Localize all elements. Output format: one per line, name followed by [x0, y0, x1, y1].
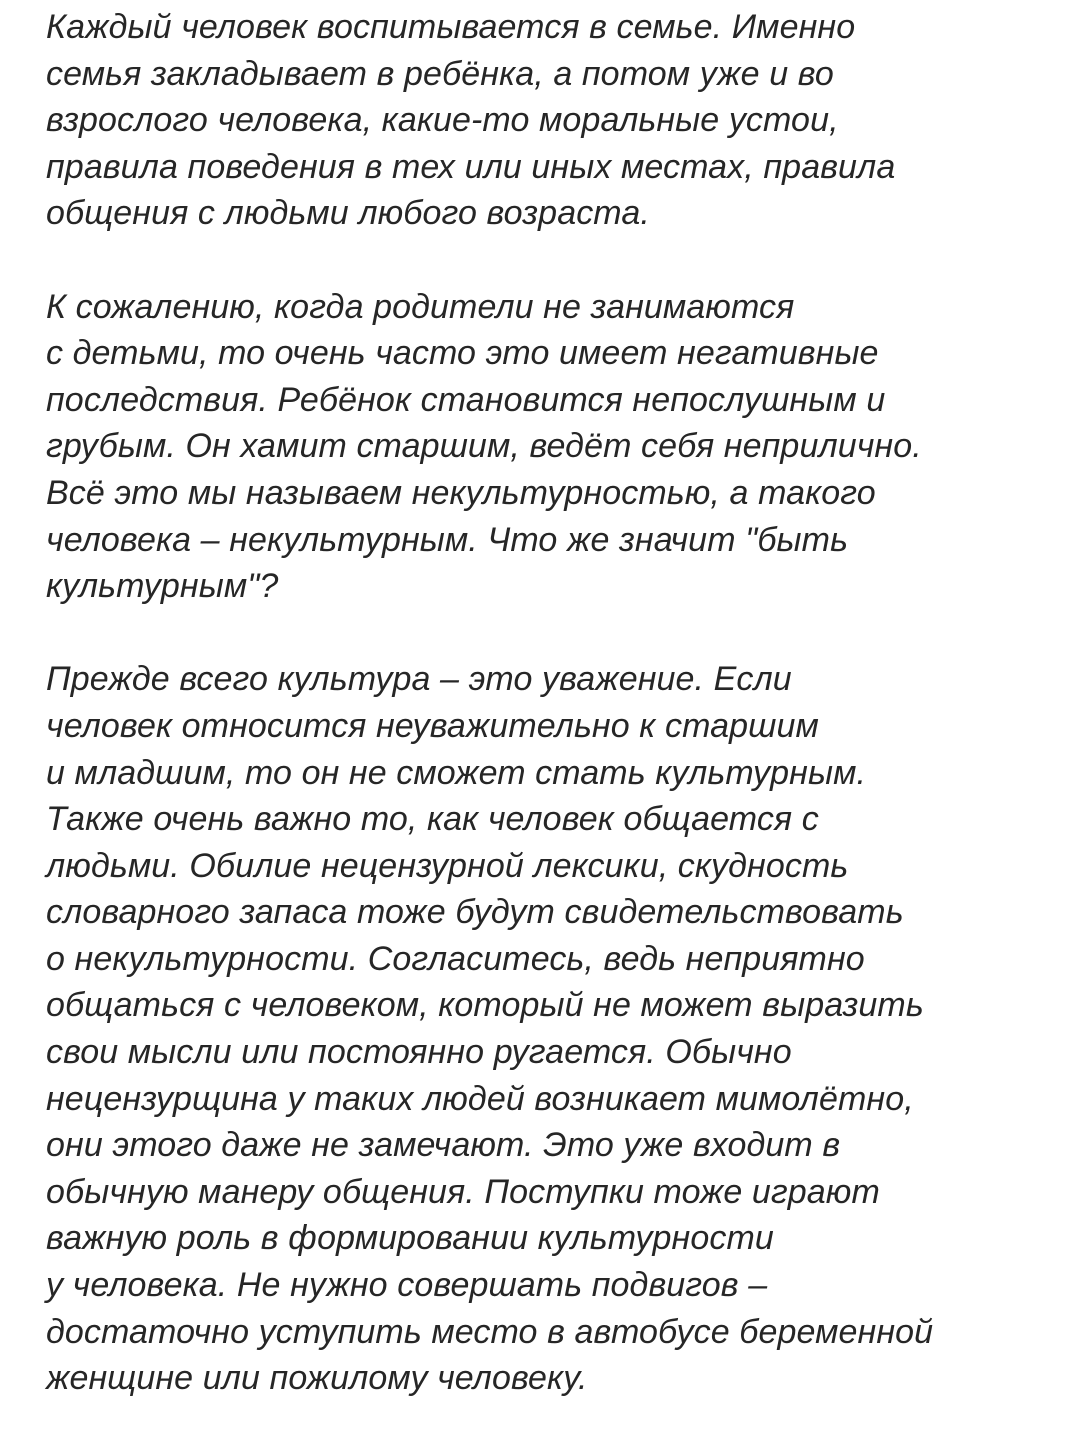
text-line: взрослого человека, какие-то моральные устои,: [46, 101, 839, 140]
text-line: женщине или пожилому человеку.: [46, 1359, 588, 1398]
text-line: общаться с человеком, который не может выразить: [46, 986, 924, 1025]
paragraph-gap: [46, 610, 1056, 657]
text-line: у человека. Не нужно совершать подвигов –: [46, 1266, 768, 1305]
text-line: людьми. Обилие нецензурной лексики, скудность: [46, 846, 849, 885]
text-line: важную роль в формировании культурности: [46, 1219, 774, 1258]
text-line: обычную манеру общения. Поступки тоже играют: [46, 1172, 880, 1211]
text-line: человек относится неуважительно к старшим: [46, 706, 819, 745]
text-line: правила поведения в тех или иных местах, правила: [46, 147, 896, 186]
text-line: Всё это мы называем некультурностью, а такого: [46, 473, 876, 512]
text-line: человека – некультурным. Что же значит "быть: [46, 520, 849, 559]
text-line: с детьми, то очень часто это имеет негативные: [46, 334, 879, 373]
text-line: грубым. Он хамит старшим, ведёт себя неприлично.: [46, 427, 922, 466]
paragraph-1: [46, 4, 1056, 237]
text-line: Прежде всего культура – это уважение. Если: [46, 660, 792, 699]
paragraph-2: [46, 284, 1056, 610]
document-text: [46, 4, 1056, 1402]
paragraph-3: [46, 656, 1056, 1402]
text-line: о некультурности. Согласитесь, ведь неприятно: [46, 939, 865, 978]
text-line: нецензурщина у таких людей возникает мимолётно,: [46, 1079, 914, 1118]
text-line: К сожалению, когда родители не занимаются: [46, 287, 795, 326]
text-line: Также очень важно то, как человек общается с: [46, 800, 819, 839]
text-line: свои мысли или постоянно ругается. Обычно: [46, 1033, 792, 1072]
text-line: общения с людьми любого возраста.: [46, 194, 650, 233]
text-line: последствия. Ребёнок становится непослушным и: [46, 380, 886, 419]
paragraph-gap: [46, 237, 1056, 284]
text-line: достаточно уступить место в автобусе беременной: [46, 1312, 934, 1351]
text-line: культурным"?: [46, 567, 279, 606]
text-line: словарного запаса тоже будут свидетельствовать: [46, 893, 904, 932]
text-line: и младшим, то он не сможет стать культурным.: [46, 753, 867, 792]
text-line: они этого даже не замечают. Это уже входит в: [46, 1126, 841, 1165]
text-line: семья закладывает в ребёнка, а потом уже и во: [46, 54, 834, 93]
text-line: Каждый человек воспитывается в семье. Именно: [46, 8, 856, 46]
